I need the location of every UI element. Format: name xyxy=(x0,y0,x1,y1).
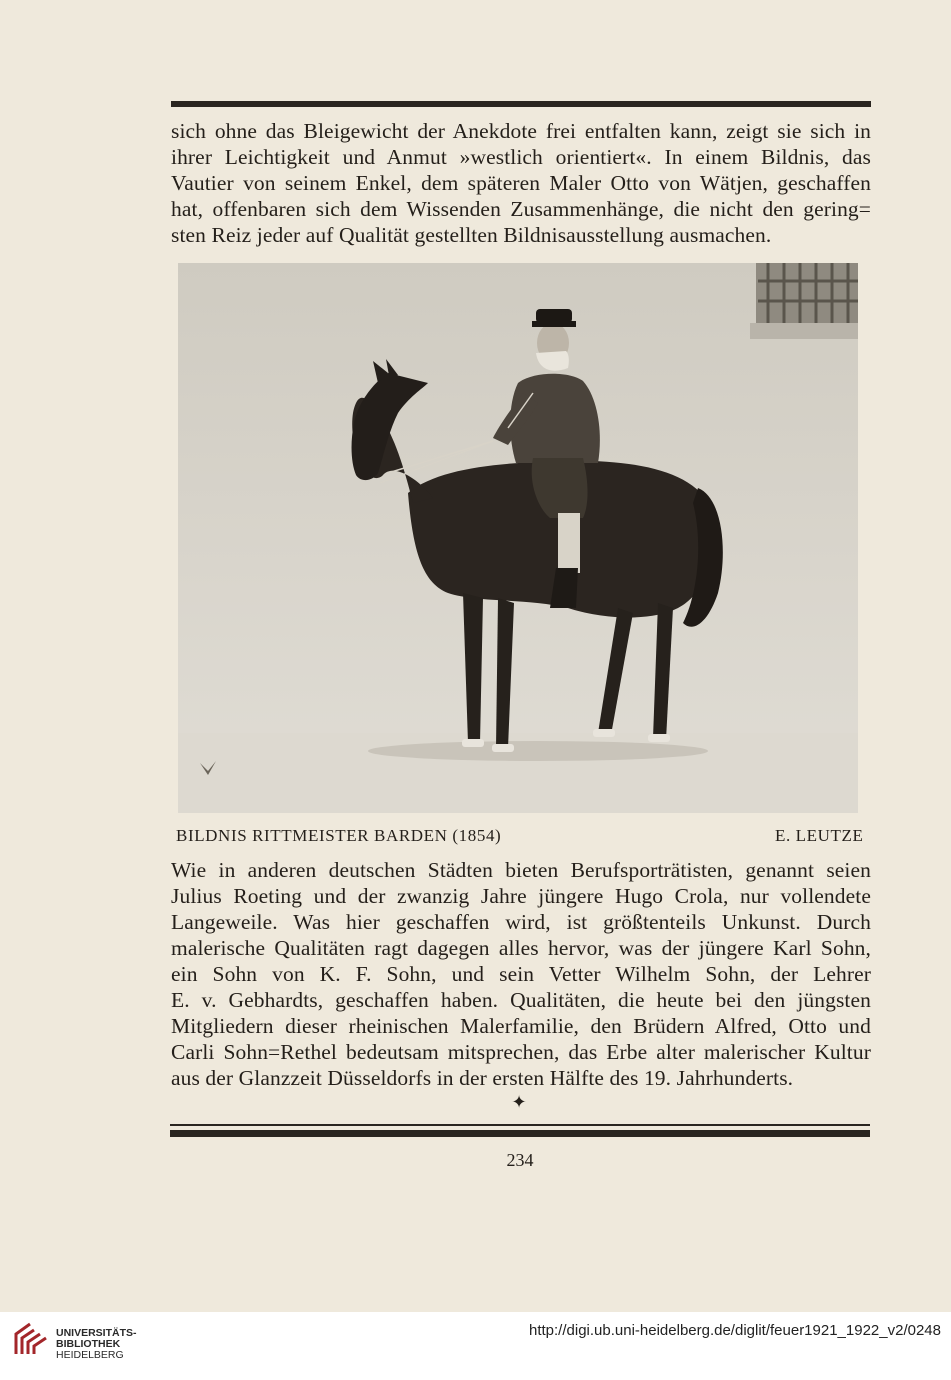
paragraph-upper xyxy=(171,118,871,248)
source-url-link[interactable]: http://digi.ub.uni-heidelberg.de/diglit/feuer1921_1922_v2/0248 xyxy=(529,1322,941,1339)
text-line: Langeweile. Was hier geschaffen wird, ist größtenteils Unkunst. Durch xyxy=(171,910,871,934)
rider-on-horse-illustration xyxy=(178,263,858,813)
text-line: ihrer Leichtigkeit und Anmut »westlich orientiert«. In einem Bildnis, das xyxy=(171,145,871,169)
text-line: Mitgliedern dieser rheinischen Malerfamilie, den Brüdern Alfred, Otto und xyxy=(171,1014,871,1038)
ornament-star-icon: ✦ xyxy=(511,1092,527,1112)
library-name-line: BIBLIOTHEK xyxy=(56,1338,121,1350)
text-line: ein Sohn von K. F. Sohn, und sein Vetter Wilhelm Sohn, der Lehrer xyxy=(171,962,871,986)
text-line: hat, offenbaren sich dem Wissenden Zusammenhänge, die nicht den gering= xyxy=(171,197,871,221)
top-rule xyxy=(171,101,871,107)
text-line: malerische Qualitäten ragt dagegen alles hervor, was der jüngere Karl Sohn, xyxy=(171,936,871,960)
text-line: sten Reiz jeder auf Qualität gestellten Bildnisausstellung ausmachen. xyxy=(171,223,772,247)
library-name-line: UNIVERSITÄTS- xyxy=(56,1327,137,1339)
library-name-line: HEIDELBERG xyxy=(56,1349,124,1361)
figure-caption-title: BILDNIS RITTMEISTER BARDEN (1854) xyxy=(176,826,502,845)
paragraph-lower xyxy=(171,857,871,1091)
text-line: E. v. Gebhardts, geschaffen haben. Qualitäten, die heute bei den jüngsten xyxy=(171,988,871,1012)
painting-plate xyxy=(178,263,858,813)
figure-caption-artist: E. LEUTZE xyxy=(775,826,864,845)
text-line: Vautier von seinem Enkel, dem späteren Maler Otto von Wätjen, geschaffen xyxy=(171,171,871,195)
library-name[interactable] xyxy=(56,1328,137,1361)
university-library-logo-icon[interactable] xyxy=(10,1320,50,1360)
text-line: sich ohne das Bleigewicht der Anekdote frei entfalten kann, zeigt sie sich in xyxy=(171,119,871,143)
bottom-rule-thick xyxy=(170,1130,870,1137)
bottom-rule-thin xyxy=(170,1124,870,1126)
text-line: Carli Sohn=Rethel bedeutsam mitsprechen, das Erbe alter malerischer Kultur xyxy=(171,1040,871,1064)
text-line: Wie in anderen deutschen Städten bieten Berufsporträtisten, genannt seien xyxy=(171,858,871,882)
text-line: aus der Glanzzeit Düsseldorfs in der ersten Hälfte des 19. Jahrhunderts. xyxy=(171,1066,794,1090)
text-line: Julius Roeting und der zwanzig Jahre jüngere Hugo Crola, nur vollendete xyxy=(171,884,871,908)
page-number: 234 xyxy=(506,1150,534,1170)
